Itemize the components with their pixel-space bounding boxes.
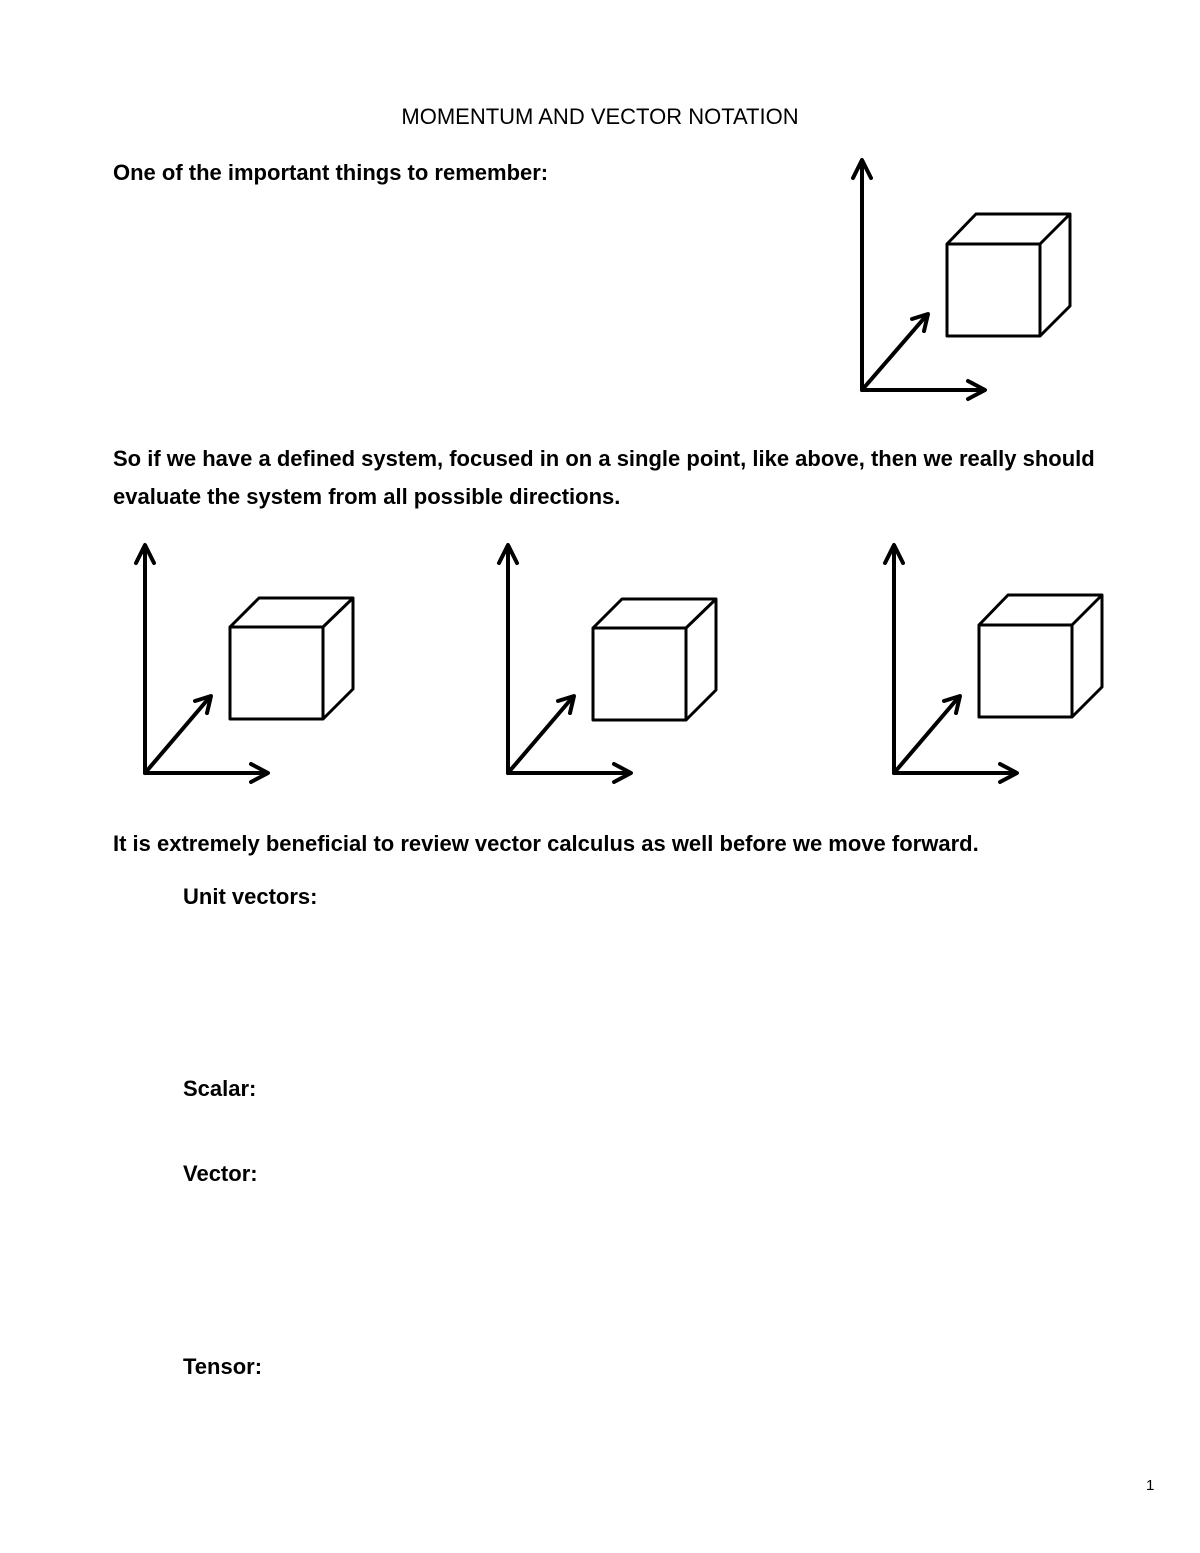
review-sentence: It is extremely beneficial to review vector calculus as well before we move forward. xyxy=(113,831,979,856)
cube-shape xyxy=(947,214,1070,336)
tensor-label: Tensor: xyxy=(183,1354,263,1379)
axes-cube-figure-right xyxy=(872,535,1132,795)
system-paragraph: So if we have a defined system, focused in on a single point, like above, then we really should evaluate the system from all possible directions. xyxy=(113,446,1095,509)
intro-text: One of the important things to remember: xyxy=(113,160,549,185)
page-number: 1 xyxy=(1146,1477,1155,1494)
axes-cube-figure-left xyxy=(123,535,383,795)
vector-label: Vector: xyxy=(183,1161,258,1186)
cube-shape xyxy=(230,598,353,719)
cube-shape xyxy=(979,595,1102,717)
axes-cube-figure-top xyxy=(840,150,1100,410)
cube-shape xyxy=(593,599,716,720)
unit-vectors-label: Unit vectors: xyxy=(183,884,318,909)
scalar-label: Scalar: xyxy=(183,1076,257,1101)
axes-cube-figure-middle xyxy=(486,535,746,795)
diagonal-axis-arrow xyxy=(862,316,926,390)
page-title: MOMENTUM AND VECTOR NOTATION xyxy=(401,104,799,129)
